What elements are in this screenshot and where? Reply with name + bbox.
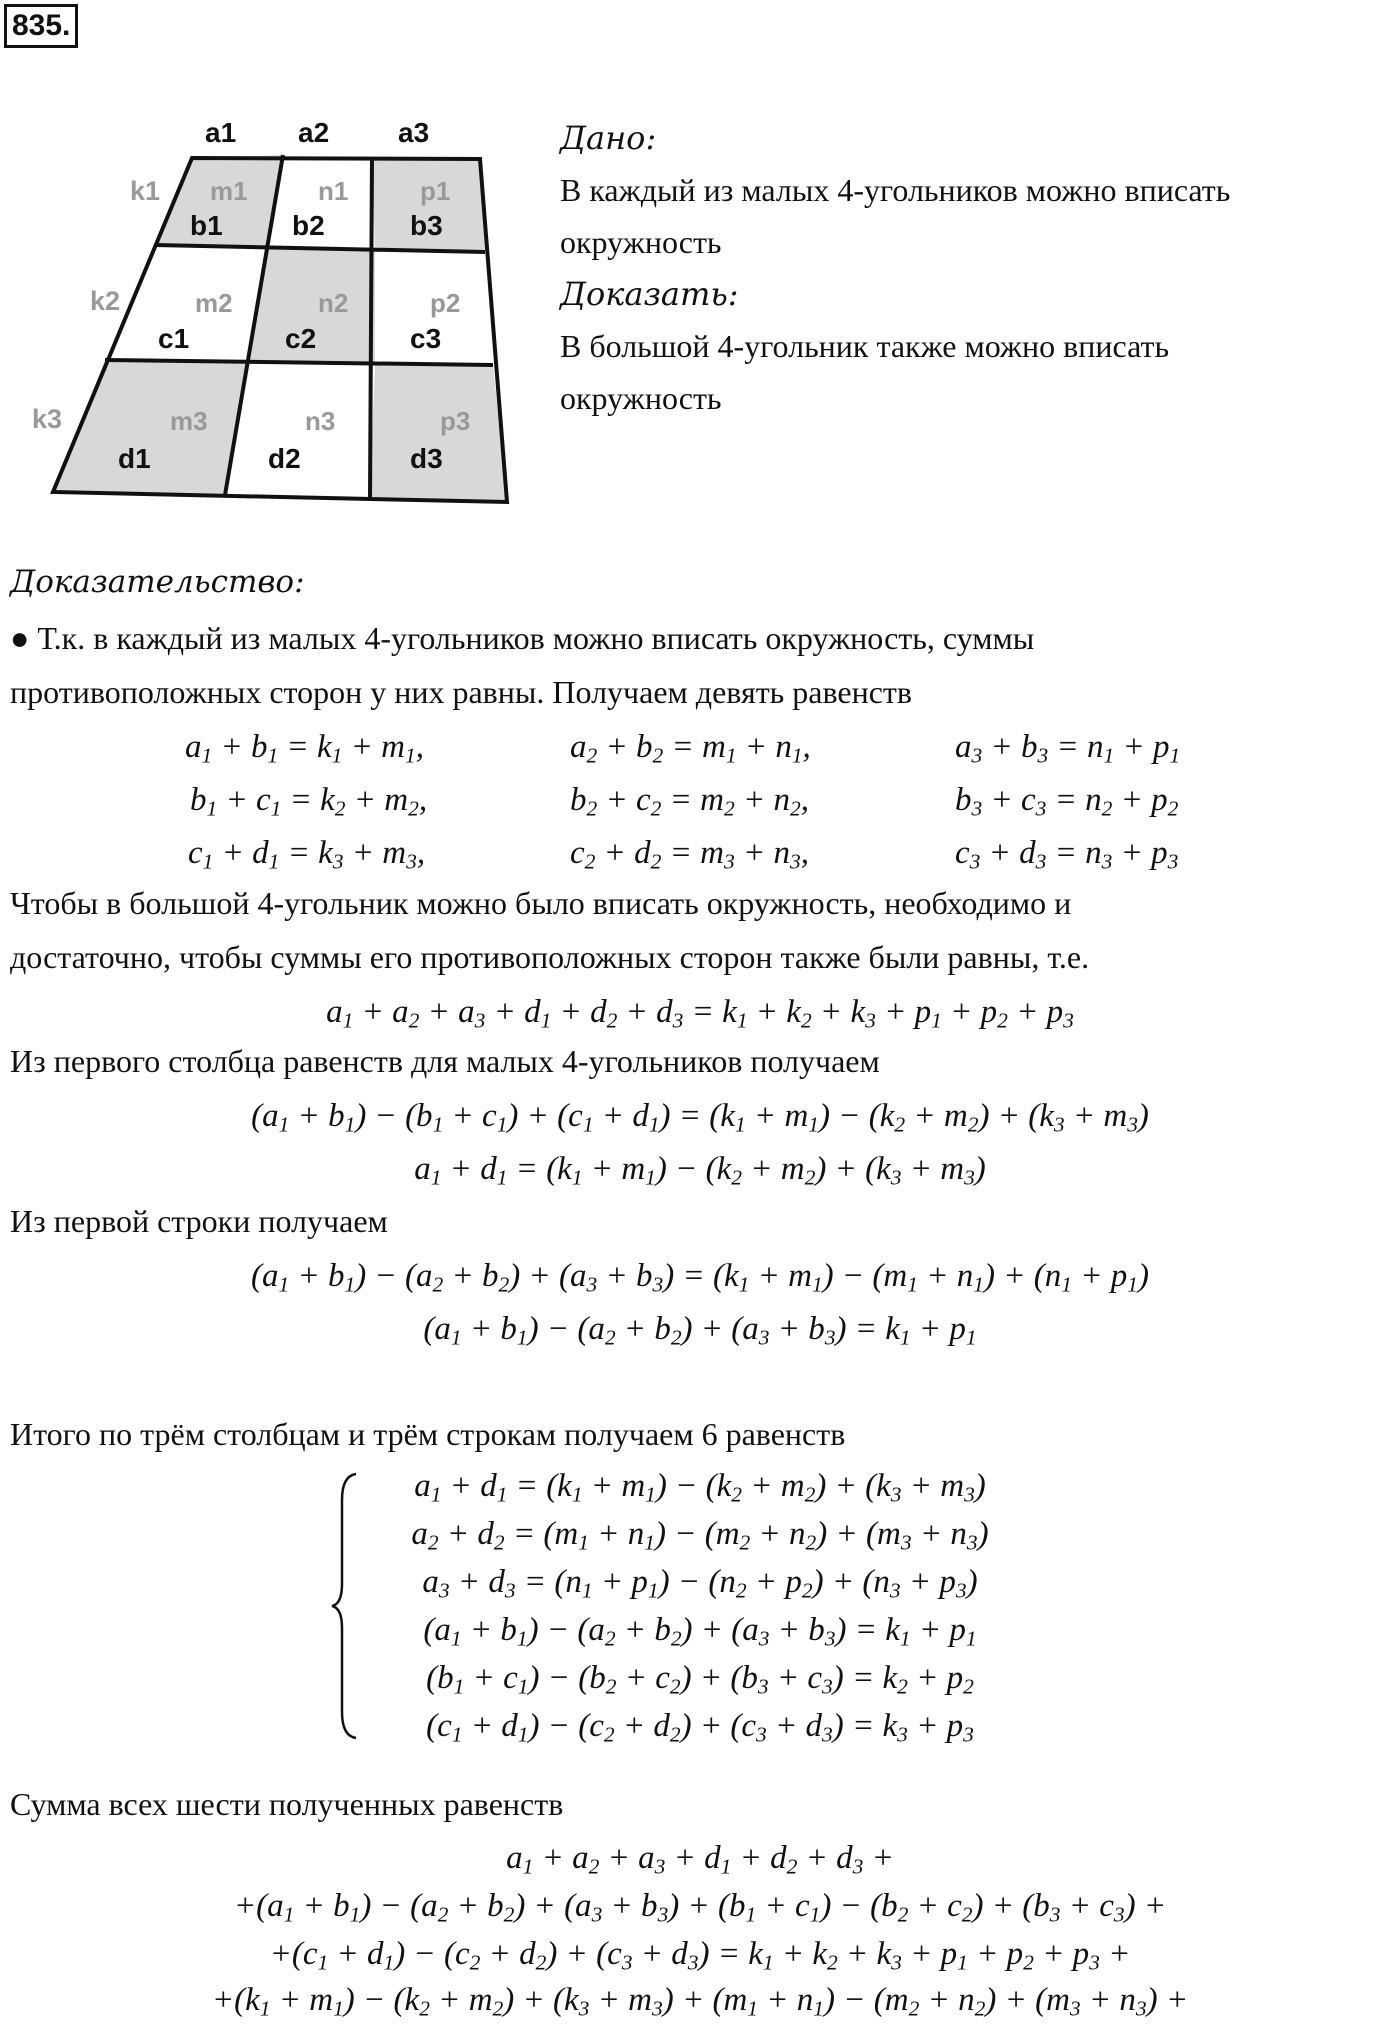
system-equation: $a_1 + d_1 = (k_1 + m_1) - (k_2 + m_2) + (k_3 + m_3)$ — [414, 1468, 986, 1507]
row-eq-row-1 — [0, 1250, 1400, 1302]
proof-para-2b: достаточно, чтобы суммы его противоположных сторон также были равны, т.е. — [10, 939, 1090, 975]
condition-equation: $a_1 + a_2 + a_3 + d_1 + d_2 + d_3 = k_1 + k_2 + k_3 + p_1 + p_2 + p_3$ — [326, 994, 1074, 1033]
label-a2: a2 — [298, 117, 330, 148]
given-label: Дано: — [560, 119, 657, 157]
sum-equation: $+(a_1 + b_1) - (a_2 + b_2) + (a_3 + b_3) + (b_1 + c_1) - (b_2 + c_2) + (b_3 + c_3)$ + — [233, 1888, 1167, 1927]
prove-text-1: В большой 4-угольник также можно вписать — [560, 328, 1170, 364]
proof-para-6: Сумма всех шести полученных равенств — [10, 1786, 564, 1822]
row-equation-2: $(a_1 + b_1) - (a_2 + b_2) + (a_3 + b_3) = k_1 + p_1$ — [423, 1311, 977, 1350]
label-d2: d2 — [268, 443, 301, 474]
label-a3: a3 — [398, 117, 430, 148]
label-m3: m3 — [170, 406, 208, 436]
equation-row-2 — [0, 774, 1400, 826]
system-equation: $a_2 + d_2 = (m_1 + n_1) - (m_2 + n_2) + (m_3 + n_3)$ — [411, 1516, 989, 1555]
prove-label: Доказать: — [560, 275, 739, 313]
prove-text-2: окружность — [560, 380, 722, 416]
label-k2: k2 — [90, 286, 121, 316]
sum-equation: $+(c_1 + d_1) - (c_2 + d_2) + (c_3 + d_3) = k_1 + k_2 + k_3 + p_1 + p_2 + p_3$ + — [269, 1936, 1131, 1975]
proof-para-3: Из первого столбца равенств для малых 4-угольников получаем — [10, 1043, 880, 1079]
label-m2: m2 — [195, 288, 233, 318]
column-equation-2: $a_1 + d_1 = (k_1 + m_1) - (k_2 + m_2) + (k_3 + m_3)$ — [414, 1151, 986, 1190]
label-b2: b2 — [292, 210, 325, 241]
system-equation: $(b_1 + c_1) - (b_2 + c_2) + (b_3 + c_3) = k_2 + p_2$ — [426, 1660, 974, 1699]
equation: $b_3 + c_3 = n_2 + p_2$ — [955, 782, 1179, 821]
system-row-3 — [0, 1556, 1400, 1608]
system-row-5 — [0, 1652, 1400, 1704]
column-equation-1: $(a_1 + b_1) - (b_1 + c_1) + (c_1 + d_1) = (k_1 + m_1) - (k_2 + m_2) + (k_3 + m_3)$ — [251, 1098, 1149, 1137]
equation-row-1 — [0, 721, 1400, 773]
column-eq-row-1 — [0, 1090, 1400, 1142]
proof-para-4: Из первой строки получаем — [10, 1203, 388, 1239]
system-equation: $a_3 + d_3 = (n_1 + p_1) - (n_2 + p_2) + (n_3 + p_3)$ — [422, 1564, 978, 1603]
equation-row-3 — [0, 827, 1400, 879]
system-row-2 — [0, 1508, 1400, 1560]
sum-equation: $+(k_1 + m_1) - (k_2 + m_2) + (k_3 + m_3) + (m_1 + n_1) - (m_2 + n_2) + (m_3 + n_3)$ + — [211, 1982, 1189, 2021]
sum-row-3 — [0, 1928, 1400, 1980]
cell-d3 — [370, 364, 507, 502]
label-p3: p3 — [440, 406, 471, 436]
row-eq-row-2 — [0, 1303, 1400, 1355]
label-c1: c1 — [158, 323, 190, 354]
label-k1: k1 — [130, 176, 161, 206]
label-k3: k3 — [32, 404, 63, 434]
label-d3: d3 — [410, 443, 443, 474]
system-row-1 — [0, 1460, 1400, 1512]
label-p1: p1 — [420, 176, 451, 206]
label-n1: n1 — [318, 176, 349, 206]
equation: $a_3 + b_3 = n_1 + p_1$ — [955, 729, 1181, 768]
label-p2: p2 — [430, 288, 461, 318]
system-equation: $(a_1 + b_1) - (a_2 + b_2) + (a_3 + b_3) = k_1 + p_1$ — [423, 1612, 977, 1651]
equation: $c_1 + d_1 = k_3 + m_3$, — [188, 835, 426, 874]
equation: $c_3 + d_3 = n_3 + p_3$ — [955, 835, 1179, 874]
label-b1: b1 — [190, 210, 223, 241]
system-row-6 — [0, 1700, 1400, 1752]
sum-equation: $a_1 + a_2 + a_3 + d_1 + d_2 + d_3$ + — [506, 1840, 894, 1879]
system-equation: $(c_1 + d_1) - (c_2 + d_2) + (c_3 + d_3) = k_3 + p_3$ — [426, 1708, 974, 1747]
row-equation-1: $(a_1 + b_1) - (a_2 + b_2) + (a_3 + b_3) = (k_1 + m_1) - (m_1 + n_1) + (n_1 + p_1)$ — [251, 1258, 1149, 1297]
condition-row — [0, 986, 1400, 1038]
label-d1: d1 — [118, 443, 151, 474]
equation: $c_2 + d_2 = m_3 + n_3$, — [570, 835, 809, 874]
equation: $b_1 + c_1 = k_2 + m_2$, — [190, 782, 428, 821]
proof-para-5: Итого по трём столбцам и трём строкам получаем 6 равенств — [10, 1416, 846, 1452]
sum-row-4 — [0, 1974, 1400, 2026]
given-text-1: В каждый из малых 4-угольников можно вписать — [560, 172, 1231, 208]
proof-para-1b: противоположных сторон у них равны. Получаем девять равенств — [10, 674, 913, 710]
given-text-2: окружность — [560, 224, 722, 260]
label-m1: m1 — [210, 176, 248, 206]
label-c3: c3 — [410, 323, 442, 354]
equation: $b_2 + c_2 = m_2 + n_2$, — [570, 782, 809, 821]
label-n2: n2 — [318, 288, 349, 318]
column-eq-row-2 — [0, 1143, 1400, 1195]
sum-row-1 — [0, 1832, 1400, 1884]
label-b3: b3 — [410, 210, 443, 241]
proof-para-2a: Чтобы в большой 4-угольник можно было вписать окружность, необходимо и — [10, 885, 1072, 921]
label-a1: a1 — [205, 117, 237, 148]
sum-row-2 — [0, 1880, 1400, 1932]
equation: $a_2 + b_2 = m_1 + n_1$, — [570, 729, 811, 768]
cell-d2 — [225, 362, 375, 498]
quadrilateral-figure — [10, 110, 525, 550]
equation: $a_1 + b_1 = k_1 + m_1$, — [185, 729, 424, 768]
proof-label: Доказательство: — [10, 564, 305, 600]
proof-para-1a: ● Т.к. в каждый из малых 4-угольников можно вписать окружность, суммы — [10, 620, 1035, 656]
system-row-4 — [0, 1604, 1400, 1656]
label-n3: n3 — [305, 406, 336, 436]
problem-number: 835. — [4, 4, 78, 48]
label-c2: c2 — [285, 323, 317, 354]
